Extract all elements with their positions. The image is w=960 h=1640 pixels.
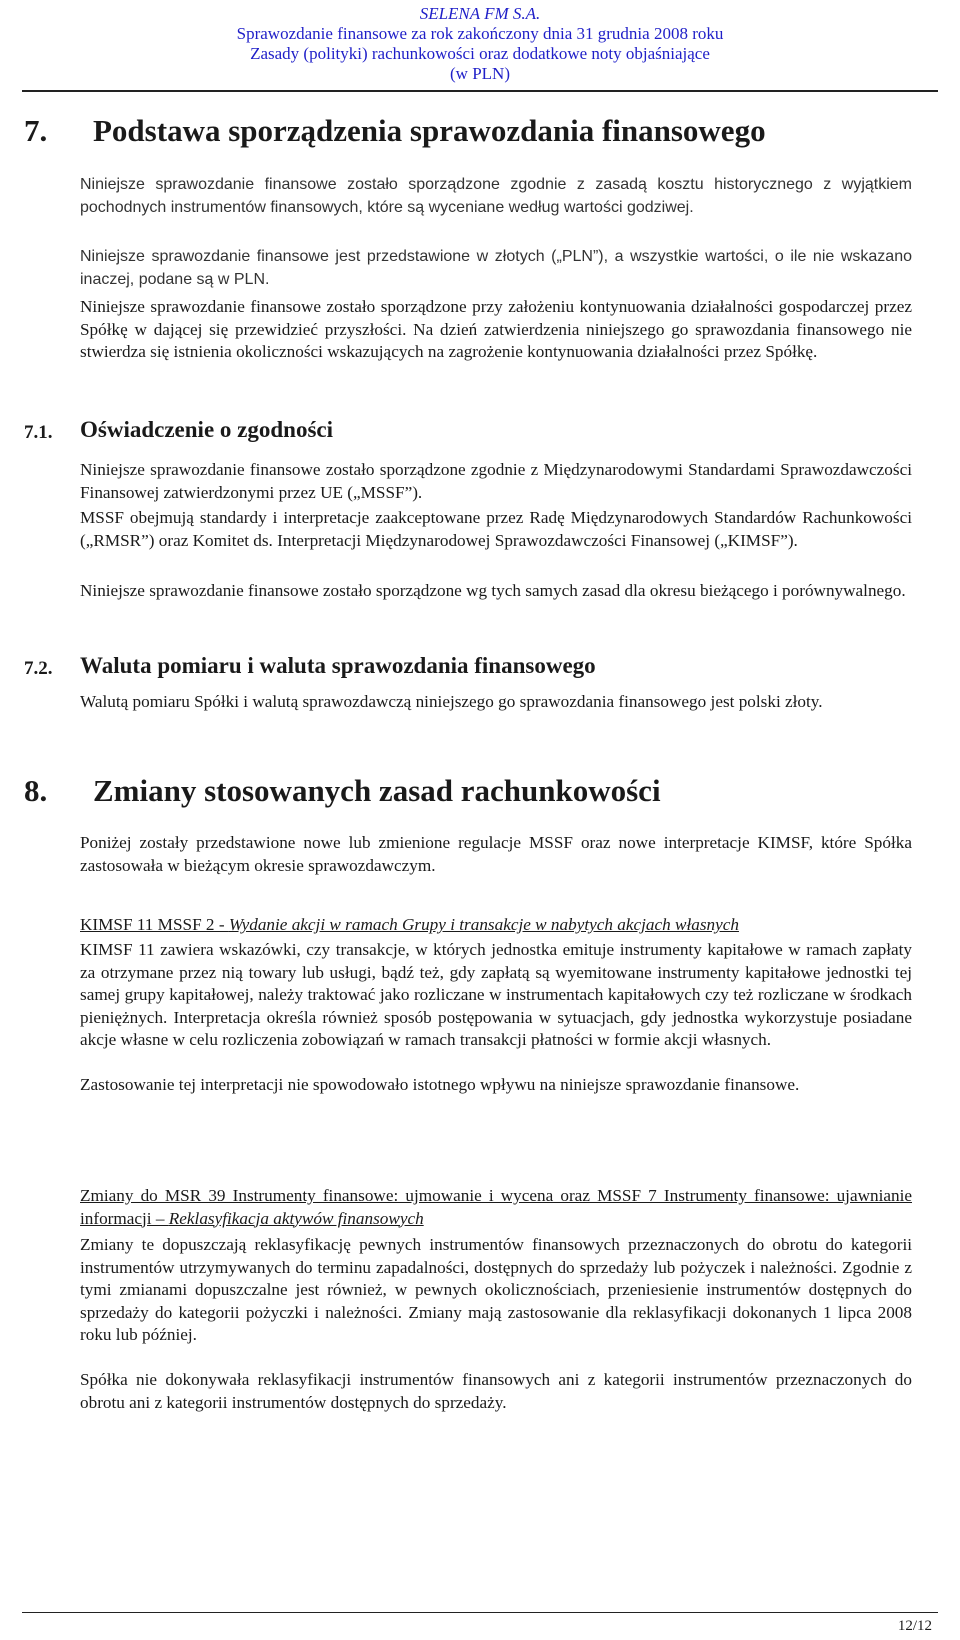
section-7-title: Podstawa sporządzenia sprawozdania finansowego <box>93 113 766 148</box>
section-8-number: 8. <box>24 773 48 808</box>
kimsf-11-paragraph-2: Zastosowanie tej interpretacji nie spowodowało istotnego wpływu na niniejsze sprawozdanie finansowe. <box>80 1075 800 1094</box>
msr-39-heading-title: Reklasyfikacja aktywów finansowych <box>168 1208 424 1228</box>
kimsf-11-heading <box>80 914 912 937</box>
section-7-2-paragraph-1: Walutą pomiaru Spółki i walutą sprawozdawczą niniejszego go sprawozdania finansowego jest polski złoty. <box>80 692 823 711</box>
msr-39-heading <box>80 1185 912 1230</box>
section-8-paragraph-1: Poniżej zostały przedstawione nowe lub zmienione regulacje MSSF oraz nowe interpretacje KIMSF, które Spółka zastosowała w bieżącym okresie sprawozdawczym. <box>80 833 912 875</box>
section-7-1-title: Oświadczenie o zgodności <box>80 417 333 442</box>
footer-divider <box>22 1612 938 1613</box>
section-7-1-paragraph-1: Niniejsze sprawozdanie finansowe zostało sporządzone zgodnie z Międzynarodowymi Standardami Sprawozdawczości Finansowej zatwierdzonymi przez UE („MSSF”). <box>80 460 912 502</box>
section-7-paragraph-2: Niniejsze sprawozdanie finansowe jest przedstawione w złotych („PLN”), a wszystkie wartości, o ile nie wskazano inaczej, podane są w PLN. <box>80 248 912 288</box>
section-7-1-paragraph-2: MSSF obejmują standardy i interpretacje zaakceptowane przez Radę Międzynarodowych Standardów Rachunkowości („RMSR”) oraz Komitet ds. Interpretacji Międzynarodowej Sprawozdawczości Finansowej („KIMSF”). <box>80 508 912 550</box>
msr-39-paragraph-2: Spółka nie dokonywała reklasyfikacji instrumentów finansowych ani z kategorii instrumentów przeznaczonych do obrotu ani z kategorii instrumentów dostępnych do sprzedaży. <box>80 1370 912 1412</box>
section-7-2-number: 7.2. <box>24 658 53 679</box>
section-7-number: 7. <box>24 113 48 148</box>
section-8-title: Zmiany stosowanych zasad rachunkowości <box>93 773 661 808</box>
company-name: SELENA FM S.A. <box>419 4 541 23</box>
section-7-1-number: 7.1. <box>24 422 53 443</box>
page-header <box>0 4 960 84</box>
kimsf-11-paragraph-1: KIMSF 11 zawiera wskazówki, czy transakcje, w których jednostka emituje instrumenty kapitałowe w ramach zapłaty za otrzymane przez nią towary lub usługi, bądź też, gdy zapłatą są wyemitowane instrumenty kapitałowe jednostki tej samej grupy kapitałowej, należy traktować jako rozliczane w instrumentach kapitałowych czy też rozliczane w środkach pieniężnych. Interpretacja określa również sposób postępowania w sytuacjach, gdy jednostka wykorzystuje posiadane akcje własne w celu rozliczenia zobowiązań w ramach transakcji płatności w formie akcji własnych. <box>80 940 912 1049</box>
msr-39-paragraph-1: Zmiany te dopuszczają reklasyfikację pewnych instrumentów finansowych przeznaczonych do obrotu do kategorii instrumentów utrzymywanych do terminu zapadalności, dostępnych do sprzedaży lub pożyczek i należności. Zgodnie z tymi zmianami dopuszczalne jest również, w pewnych okolicznościach, przeniesienie instrumentów dostępnych do sprzedaży do kategorii pożyczki i należności. Zmiany mają zastosowanie dla reklasyfikacji dokonanych 1 lipca 2008 roku lub później. <box>80 1235 912 1344</box>
header-report-title: Sprawozdanie finansowe za rok zakończony dnia 31 grudnia 2008 roku <box>236 24 724 43</box>
section-7-paragraph-1: Niniejsze sprawozdanie finansowe zostało sporządzone zgodnie z zasadą kosztu historycznego z wyjątkiem pochodnych instrumentów finansowych, które są wyceniane według wartości godziwej. <box>80 176 912 216</box>
header-divider <box>22 90 938 92</box>
header-currency-note: (w PLN) <box>450 64 510 83</box>
kimsf-11-heading-label: KIMSF 11 MSSF 2 - <box>80 915 229 934</box>
section-7-1-paragraph-3: Niniejsze sprawozdanie finansowe zostało sporządzone wg tych samych zasad dla okresu bieżącego i porównywalnego. <box>80 581 906 600</box>
page-number: 12/12 <box>897 1618 932 1634</box>
msr-39-heading-label: Zmiany do MSR 39 Instrumenty finansowe: ujmowanie i wycena oraz MSSF 7 Instrumenty finansowe: ujawnianie informacji – <box>80 1186 912 1228</box>
section-7-paragraph-3: Niniejsze sprawozdanie finansowe zostało sporządzone przy założeniu kontynuowania działalności gospodarczej przez Spółkę w dającej się przewidzieć przyszłości. Na dzień zatwierdzenia niniejszego go sprawozdania finansowego nie stwierdza się istnienia okoliczności wskazujących na zagrożenie kontynuowania działalności przez Spółkę. <box>80 297 912 361</box>
section-7-2-title: Waluta pomiaru i waluta sprawozdania finansowego <box>80 653 596 678</box>
kimsf-11-heading-title: Wydanie akcji w ramach Grupy i transakcje w nabytych akcjach własnych <box>228 915 739 934</box>
header-section-title: Zasady (polityki) rachunkowości oraz dodatkowe noty objaśniające <box>250 44 710 63</box>
